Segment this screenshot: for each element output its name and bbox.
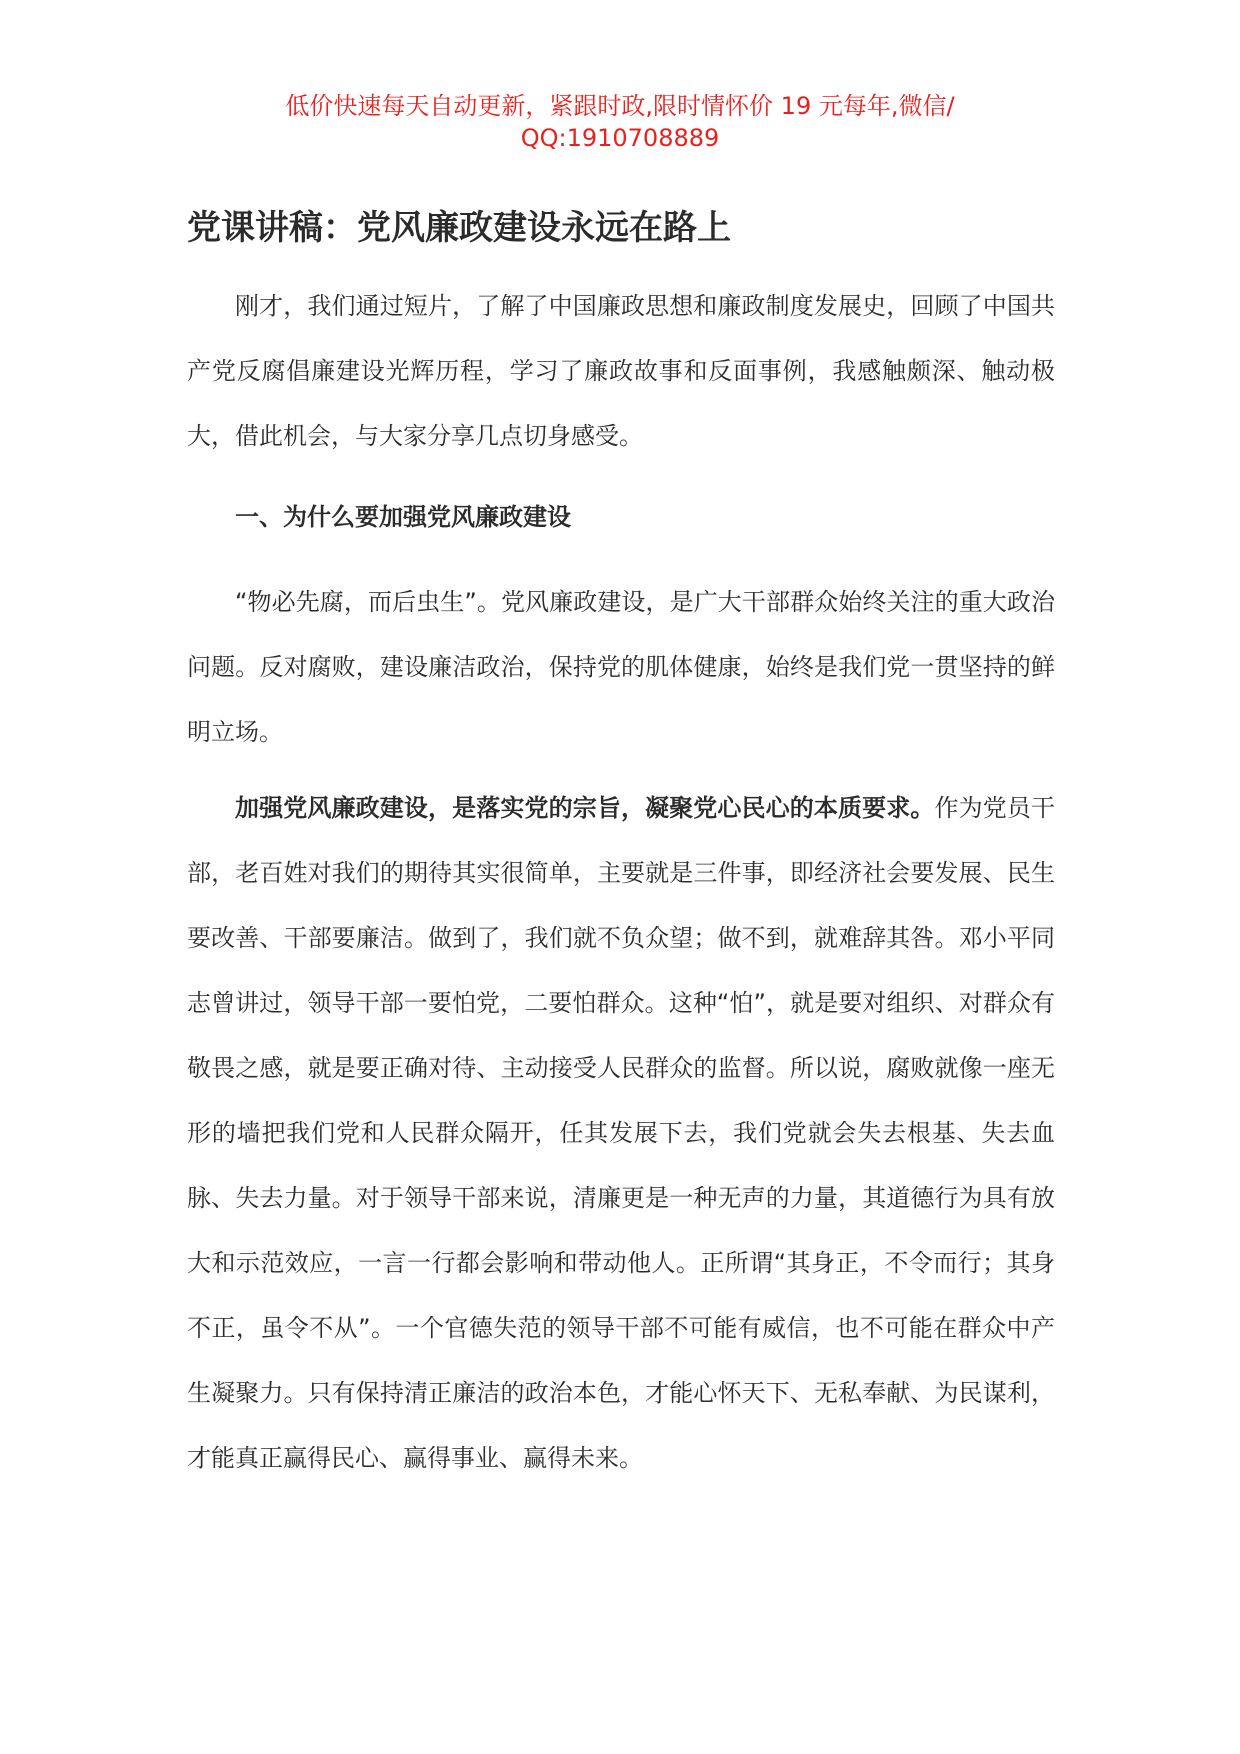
paragraph-intro: 刚才，我们通过短片，了解了中国廉政思想和廉政制度发展史，回顾了中国共产党反腐倡廉建设光辉历程，学习了廉政故事和反面事例，我感触颇深、触动极大，借此机会，与大家分享几点切身感受。 [187, 292, 1055, 450]
paragraph-body-text: 作为党员干部，老百姓对我们的期待其实很简单，主要就是三件事，即经济社会要发展、民生要改善、干部要廉洁。做到了，我们就不负众望；做不到，就难辞其咎。邓小平同志曾讲过，领导干部一要怕党，二要怕群众。这种“怕”，就是要对组织、对群众有敬畏之感，就是要正确对待、主动接受人民群众的监督。所以说，腐败就像一座无形的墙把我们党和人民群众隔开，任其发展下去，我们党就会失去根基、失去血脉、失去力量。对于领导干部来说，清廉更是一种无声的力量，其道德行为具有放大和示范效应，一言一行都会影响和带动他人。正所谓“其身正，不令而行；其身不正，虽令不从”。一个官德失范的领导干部不可能有威信，也不可能在群众中产生凝聚力。只有保持清正廉洁的政治本色，才能心怀天下、无私奉献、为民谋利，才能真正赢得民心、赢得事业、赢得未来。 [187, 794, 1056, 1472]
ad-banner-line-1: 低价快速每天自动更新，紧跟时政,限时情怀价 19 元每年,微信/ [285, 92, 955, 120]
paragraph-essential-requirement [187, 776, 1055, 1491]
ad-banner-line-2: QQ:1910708889 [520, 124, 720, 152]
ad-banner [0, 90, 1240, 154]
document-title: 党课讲稿：党风廉政建设永远在路上 [187, 208, 731, 248]
section-heading-1: 一、为什么要加强党风廉政建设 [235, 503, 571, 531]
paragraph-quote: “物必先腐，而后虫生”。党风廉政建设，是广大干部群众始终关注的重大政治问题。反对腐败，建设廉洁政治，保持党的肌体健康，始终是我们党一贯坚持的鲜明立场。 [187, 588, 1055, 746]
paragraph-lead-sentence: 加强党风廉政建设，是落实党的宗旨，凝聚党心民心的本质要求。 [235, 794, 935, 822]
